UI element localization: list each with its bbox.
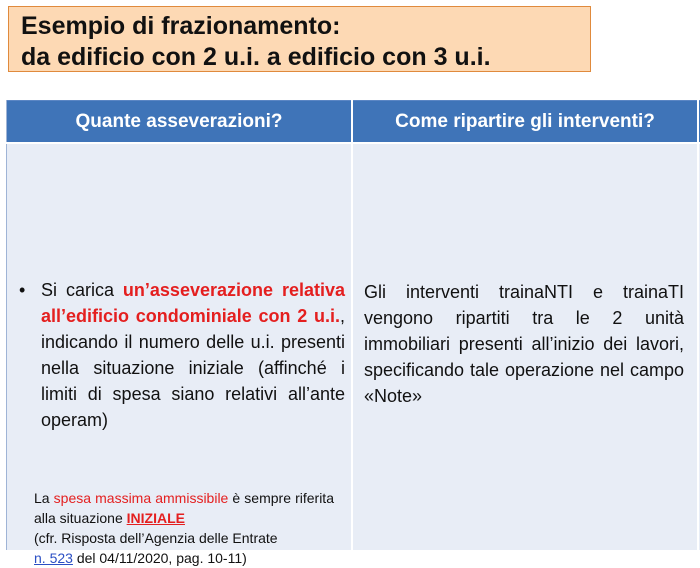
- note-highlight: spesa massima ammissibile: [53, 490, 229, 506]
- slide-title-box: [8, 6, 591, 72]
- note-prefix: La: [34, 490, 54, 506]
- cell-asseverazioni: [7, 144, 351, 566]
- note-reference: (cfr. Risposta dell’Agenzia delle Entrate: [34, 530, 278, 546]
- slide-title-line-2: da edificio con 2 u.i. a edificio con 3 u.i.: [21, 43, 491, 71]
- bullet-text: [41, 277, 345, 433]
- bullet-icon: •: [19, 280, 26, 300]
- slide-title-line-1: Esempio di frazionamento:: [21, 12, 341, 40]
- header-divider: [6, 142, 700, 144]
- note-mid: è sempre riferita alla situazione: [34, 490, 334, 526]
- bullet-rest: , indicando il numero delle u.i. presenti nella situazione iniziale (affinché i limiti di spesa siano relativi all’ante operam): [41, 306, 345, 430]
- note-strong: INIZIALE: [126, 510, 185, 526]
- column-divider: [351, 100, 353, 550]
- ripartizione-text: Gli interventi trainaNTI e trainaTI vengono ripartiti tra le 2 unità immobiliari presenti all’inizio dei lavori, specificando tale operazione nel campo «Note»: [364, 282, 684, 406]
- note-block: [34, 488, 334, 568]
- risposta-link[interactable]: n. 523: [34, 550, 73, 566]
- bullet-item: [19, 277, 345, 433]
- column-divider: [697, 100, 699, 550]
- note-reference-line-2: [34, 548, 334, 568]
- bullet-highlight: un’asseverazione relativa all’edificio condominiale con 2 u.i.: [41, 280, 345, 326]
- header-asseverazioni: Quante asseverazioni?: [7, 100, 351, 143]
- note-suffix: del 04/11/2020, pag. 10-11): [72, 550, 247, 566]
- comparison-table: [6, 100, 700, 566]
- note-line: [34, 488, 334, 528]
- cell-ripartizione: [353, 144, 697, 550]
- header-ripartizione: Come ripartire gli interventi?: [353, 100, 697, 143]
- bullet-intro: Si carica: [41, 280, 123, 300]
